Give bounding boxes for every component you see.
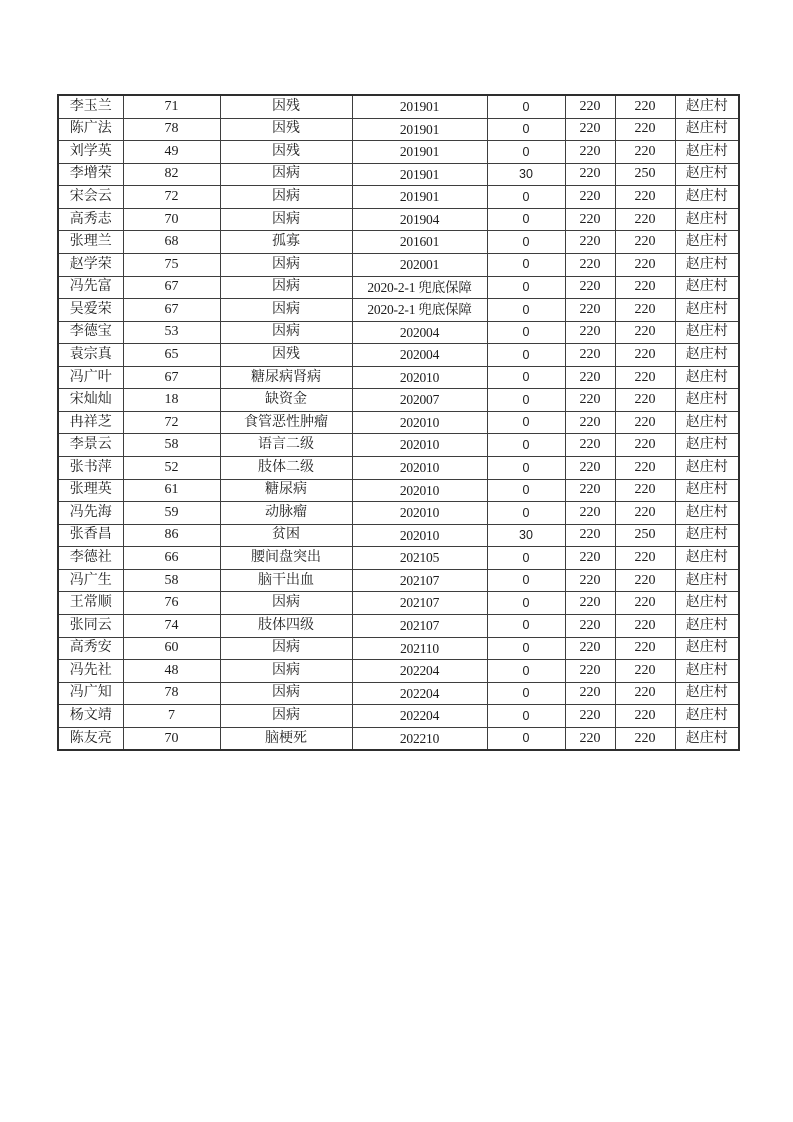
cell-date: 201901	[352, 163, 487, 186]
cell-supplement: 0	[487, 389, 565, 412]
cell-base-amount: 220	[565, 592, 615, 615]
cell-base-amount: 220	[565, 479, 615, 502]
cell-age: 67	[123, 276, 220, 299]
cell-village: 赵庄村	[675, 637, 739, 660]
cell-age: 66	[123, 547, 220, 570]
cell-village: 赵庄村	[675, 457, 739, 480]
cell-total-amount: 220	[615, 208, 675, 231]
cell-age: 72	[123, 411, 220, 434]
table-row	[58, 411, 739, 434]
cell-total-amount: 220	[615, 411, 675, 434]
cell-age: 49	[123, 141, 220, 164]
cell-reason: 因病	[220, 682, 352, 705]
cell-reason: 因病	[220, 186, 352, 209]
cell-name: 冯广生	[58, 569, 123, 592]
cell-base-amount: 220	[565, 186, 615, 209]
cell-total-amount: 220	[615, 299, 675, 322]
cell-age: 70	[123, 208, 220, 231]
table-row	[58, 727, 739, 750]
cell-supplement: 0	[487, 321, 565, 344]
cell-date: 202010	[352, 457, 487, 480]
cell-village: 赵庄村	[675, 231, 739, 254]
cell-name: 冉祥芝	[58, 411, 123, 434]
cell-supplement: 0	[487, 682, 565, 705]
table-row	[58, 366, 739, 389]
cell-village: 赵庄村	[675, 118, 739, 141]
cell-supplement: 0	[487, 253, 565, 276]
cell-village: 赵庄村	[675, 660, 739, 683]
cell-village: 赵庄村	[675, 344, 739, 367]
cell-village: 赵庄村	[675, 524, 739, 547]
cell-name: 袁宗真	[58, 344, 123, 367]
cell-date: 202004	[352, 321, 487, 344]
table-row	[58, 186, 739, 209]
cell-reason: 腰间盘突出	[220, 547, 352, 570]
cell-date: 201601	[352, 231, 487, 254]
cell-total-amount: 220	[615, 434, 675, 457]
cell-date: 202010	[352, 434, 487, 457]
cell-reason: 脑梗死	[220, 727, 352, 750]
cell-reason: 因病	[220, 253, 352, 276]
table-row	[58, 141, 739, 164]
cell-base-amount: 220	[565, 344, 615, 367]
cell-base-amount: 220	[565, 321, 615, 344]
cell-total-amount: 220	[615, 344, 675, 367]
cell-age: 53	[123, 321, 220, 344]
cell-base-amount: 220	[565, 95, 615, 118]
cell-date: 202010	[352, 524, 487, 547]
cell-supplement: 30	[487, 524, 565, 547]
cell-base-amount: 220	[565, 208, 615, 231]
cell-reason: 脑干出血	[220, 569, 352, 592]
cell-name: 杨文靖	[58, 705, 123, 728]
cell-village: 赵庄村	[675, 276, 739, 299]
cell-village: 赵庄村	[675, 502, 739, 525]
cell-base-amount: 220	[565, 569, 615, 592]
cell-base-amount: 220	[565, 637, 615, 660]
cell-age: 58	[123, 434, 220, 457]
cell-village: 赵庄村	[675, 389, 739, 412]
table-row	[58, 231, 739, 254]
cell-village: 赵庄村	[675, 366, 739, 389]
cell-name: 张书萍	[58, 457, 123, 480]
cell-village: 赵庄村	[675, 434, 739, 457]
cell-reason: 糖尿病肾病	[220, 366, 352, 389]
cell-reason: 因病	[220, 321, 352, 344]
cell-reason: 因病	[220, 705, 352, 728]
cell-date: 202004	[352, 344, 487, 367]
cell-age: 18	[123, 389, 220, 412]
cell-name: 高秀安	[58, 637, 123, 660]
table-row	[58, 95, 739, 118]
cell-supplement: 0	[487, 479, 565, 502]
cell-total-amount: 220	[615, 457, 675, 480]
cell-date: 2020-2-1 兜底保障	[352, 276, 487, 299]
cell-reason: 肢体四级	[220, 614, 352, 637]
cell-total-amount: 220	[615, 321, 675, 344]
cell-name: 王常顺	[58, 592, 123, 615]
cell-total-amount: 220	[615, 479, 675, 502]
table-row	[58, 276, 739, 299]
cell-age: 71	[123, 95, 220, 118]
cell-name: 陈友亮	[58, 727, 123, 750]
cell-name: 张理英	[58, 479, 123, 502]
cell-name: 张香昌	[58, 524, 123, 547]
cell-age: 75	[123, 253, 220, 276]
table-row	[58, 434, 739, 457]
cell-name: 李景云	[58, 434, 123, 457]
table-row	[58, 299, 739, 322]
cell-date: 2020-2-1 兜底保障	[352, 299, 487, 322]
cell-base-amount: 220	[565, 457, 615, 480]
cell-base-amount: 220	[565, 141, 615, 164]
cell-name: 冯广知	[58, 682, 123, 705]
cell-village: 赵庄村	[675, 299, 739, 322]
cell-base-amount: 220	[565, 299, 615, 322]
cell-age: 78	[123, 118, 220, 141]
cell-village: 赵庄村	[675, 727, 739, 750]
cell-village: 赵庄村	[675, 411, 739, 434]
cell-date: 202204	[352, 660, 487, 683]
cell-supplement: 30	[487, 163, 565, 186]
cell-village: 赵庄村	[675, 592, 739, 615]
cell-supplement: 0	[487, 299, 565, 322]
cell-total-amount: 220	[615, 95, 675, 118]
cell-base-amount: 220	[565, 682, 615, 705]
cell-reason: 因病	[220, 163, 352, 186]
cell-reason: 语言二级	[220, 434, 352, 457]
cell-village: 赵庄村	[675, 95, 739, 118]
cell-date: 202110	[352, 637, 487, 660]
cell-reason: 因残	[220, 344, 352, 367]
cell-village: 赵庄村	[675, 163, 739, 186]
cell-name: 张理兰	[58, 231, 123, 254]
cell-name: 刘学英	[58, 141, 123, 164]
cell-base-amount: 220	[565, 502, 615, 525]
cell-reason: 缺资金	[220, 389, 352, 412]
subsidy-table	[57, 94, 740, 751]
cell-reason: 贫困	[220, 524, 352, 547]
cell-age: 76	[123, 592, 220, 615]
cell-name: 李增荣	[58, 163, 123, 186]
cell-total-amount: 250	[615, 524, 675, 547]
cell-total-amount: 250	[615, 163, 675, 186]
table-row	[58, 569, 739, 592]
cell-name: 李德宝	[58, 321, 123, 344]
cell-date: 201901	[352, 186, 487, 209]
cell-age: 52	[123, 457, 220, 480]
table-row	[58, 344, 739, 367]
cell-name: 吴爱荣	[58, 299, 123, 322]
subsidy-table-body	[58, 95, 739, 750]
cell-age: 67	[123, 299, 220, 322]
cell-age: 70	[123, 727, 220, 750]
cell-total-amount: 220	[615, 141, 675, 164]
cell-name: 冯先海	[58, 502, 123, 525]
cell-age: 65	[123, 344, 220, 367]
cell-supplement: 0	[487, 502, 565, 525]
cell-village: 赵庄村	[675, 253, 739, 276]
cell-reason: 因病	[220, 276, 352, 299]
cell-date: 201904	[352, 208, 487, 231]
cell-date: 202204	[352, 682, 487, 705]
cell-base-amount: 220	[565, 231, 615, 254]
cell-date: 201901	[352, 118, 487, 141]
cell-reason: 糖尿病	[220, 479, 352, 502]
cell-age: 7	[123, 705, 220, 728]
cell-date: 202010	[352, 502, 487, 525]
cell-total-amount: 220	[615, 727, 675, 750]
cell-supplement: 0	[487, 660, 565, 683]
cell-date: 202010	[352, 479, 487, 502]
cell-date: 202210	[352, 727, 487, 750]
cell-village: 赵庄村	[675, 705, 739, 728]
cell-date: 202105	[352, 547, 487, 570]
cell-age: 86	[123, 524, 220, 547]
cell-base-amount: 220	[565, 660, 615, 683]
cell-supplement: 0	[487, 366, 565, 389]
table-row	[58, 163, 739, 186]
cell-age: 61	[123, 479, 220, 502]
cell-supplement: 0	[487, 141, 565, 164]
cell-supplement: 0	[487, 547, 565, 570]
cell-date: 201901	[352, 141, 487, 164]
cell-village: 赵庄村	[675, 479, 739, 502]
cell-village: 赵庄村	[675, 547, 739, 570]
cell-supplement: 0	[487, 411, 565, 434]
cell-reason: 因病	[220, 592, 352, 615]
table-row	[58, 660, 739, 683]
cell-total-amount: 220	[615, 231, 675, 254]
cell-age: 68	[123, 231, 220, 254]
cell-date: 202010	[352, 366, 487, 389]
cell-reason: 因病	[220, 299, 352, 322]
cell-supplement: 0	[487, 614, 565, 637]
cell-date: 202107	[352, 569, 487, 592]
cell-date: 202107	[352, 614, 487, 637]
cell-reason: 因残	[220, 118, 352, 141]
cell-total-amount: 220	[615, 253, 675, 276]
cell-total-amount: 220	[615, 682, 675, 705]
table-row	[58, 705, 739, 728]
cell-reason: 食管恶性肿瘤	[220, 411, 352, 434]
cell-base-amount: 220	[565, 434, 615, 457]
table-row	[58, 457, 739, 480]
cell-village: 赵庄村	[675, 682, 739, 705]
cell-base-amount: 220	[565, 524, 615, 547]
cell-total-amount: 220	[615, 547, 675, 570]
cell-base-amount: 220	[565, 727, 615, 750]
cell-name: 赵学荣	[58, 253, 123, 276]
cell-reason: 因残	[220, 141, 352, 164]
cell-reason: 孤寡	[220, 231, 352, 254]
cell-base-amount: 220	[565, 253, 615, 276]
table-row	[58, 118, 739, 141]
cell-name: 宋灿灿	[58, 389, 123, 412]
cell-date: 201901	[352, 95, 487, 118]
cell-name: 李德社	[58, 547, 123, 570]
table-row	[58, 479, 739, 502]
cell-total-amount: 220	[615, 592, 675, 615]
table-row	[58, 389, 739, 412]
cell-name: 张同云	[58, 614, 123, 637]
cell-total-amount: 220	[615, 389, 675, 412]
cell-reason: 因残	[220, 95, 352, 118]
cell-total-amount: 220	[615, 502, 675, 525]
cell-base-amount: 220	[565, 547, 615, 570]
cell-date: 202010	[352, 411, 487, 434]
cell-name: 冯先富	[58, 276, 123, 299]
table-row	[58, 208, 739, 231]
cell-reason: 因病	[220, 208, 352, 231]
cell-reason: 因病	[220, 637, 352, 660]
cell-supplement: 0	[487, 208, 565, 231]
cell-village: 赵庄村	[675, 569, 739, 592]
cell-total-amount: 220	[615, 705, 675, 728]
cell-village: 赵庄村	[675, 208, 739, 231]
cell-base-amount: 220	[565, 118, 615, 141]
cell-reason: 肢体二级	[220, 457, 352, 480]
table-row	[58, 524, 739, 547]
cell-age: 82	[123, 163, 220, 186]
cell-name: 冯广叶	[58, 366, 123, 389]
cell-supplement: 0	[487, 592, 565, 615]
cell-total-amount: 220	[615, 118, 675, 141]
cell-supplement: 0	[487, 344, 565, 367]
cell-supplement: 0	[487, 276, 565, 299]
cell-total-amount: 220	[615, 366, 675, 389]
cell-village: 赵庄村	[675, 614, 739, 637]
cell-supplement: 0	[487, 118, 565, 141]
cell-age: 67	[123, 366, 220, 389]
cell-total-amount: 220	[615, 276, 675, 299]
cell-total-amount: 220	[615, 660, 675, 683]
table-row	[58, 321, 739, 344]
cell-total-amount: 220	[615, 186, 675, 209]
table-row	[58, 592, 739, 615]
cell-name: 陈广法	[58, 118, 123, 141]
table-row	[58, 502, 739, 525]
cell-supplement: 0	[487, 434, 565, 457]
cell-village: 赵庄村	[675, 186, 739, 209]
cell-age: 60	[123, 637, 220, 660]
cell-age: 72	[123, 186, 220, 209]
cell-total-amount: 220	[615, 614, 675, 637]
cell-base-amount: 220	[565, 389, 615, 412]
cell-date: 202107	[352, 592, 487, 615]
cell-supplement: 0	[487, 569, 565, 592]
cell-name: 李玉兰	[58, 95, 123, 118]
cell-village: 赵庄村	[675, 141, 739, 164]
cell-age: 58	[123, 569, 220, 592]
cell-name: 冯先社	[58, 660, 123, 683]
cell-base-amount: 220	[565, 705, 615, 728]
cell-supplement: 0	[487, 705, 565, 728]
cell-supplement: 0	[487, 95, 565, 118]
cell-reason: 因病	[220, 660, 352, 683]
cell-date: 202204	[352, 705, 487, 728]
cell-reason: 动脉瘤	[220, 502, 352, 525]
cell-base-amount: 220	[565, 163, 615, 186]
cell-total-amount: 220	[615, 637, 675, 660]
table-row	[58, 637, 739, 660]
table-row	[58, 682, 739, 705]
cell-supplement: 0	[487, 186, 565, 209]
cell-base-amount: 220	[565, 614, 615, 637]
cell-supplement: 0	[487, 231, 565, 254]
cell-date: 202007	[352, 389, 487, 412]
table-row	[58, 253, 739, 276]
table-row	[58, 614, 739, 637]
cell-village: 赵庄村	[675, 321, 739, 344]
cell-supplement: 0	[487, 727, 565, 750]
cell-base-amount: 220	[565, 276, 615, 299]
cell-age: 78	[123, 682, 220, 705]
cell-date: 202001	[352, 253, 487, 276]
cell-age: 74	[123, 614, 220, 637]
cell-total-amount: 220	[615, 569, 675, 592]
cell-name: 高秀志	[58, 208, 123, 231]
cell-supplement: 0	[487, 637, 565, 660]
cell-age: 59	[123, 502, 220, 525]
cell-base-amount: 220	[565, 411, 615, 434]
table-row	[58, 547, 739, 570]
cell-base-amount: 220	[565, 366, 615, 389]
cell-supplement: 0	[487, 457, 565, 480]
cell-name: 宋会云	[58, 186, 123, 209]
cell-age: 48	[123, 660, 220, 683]
